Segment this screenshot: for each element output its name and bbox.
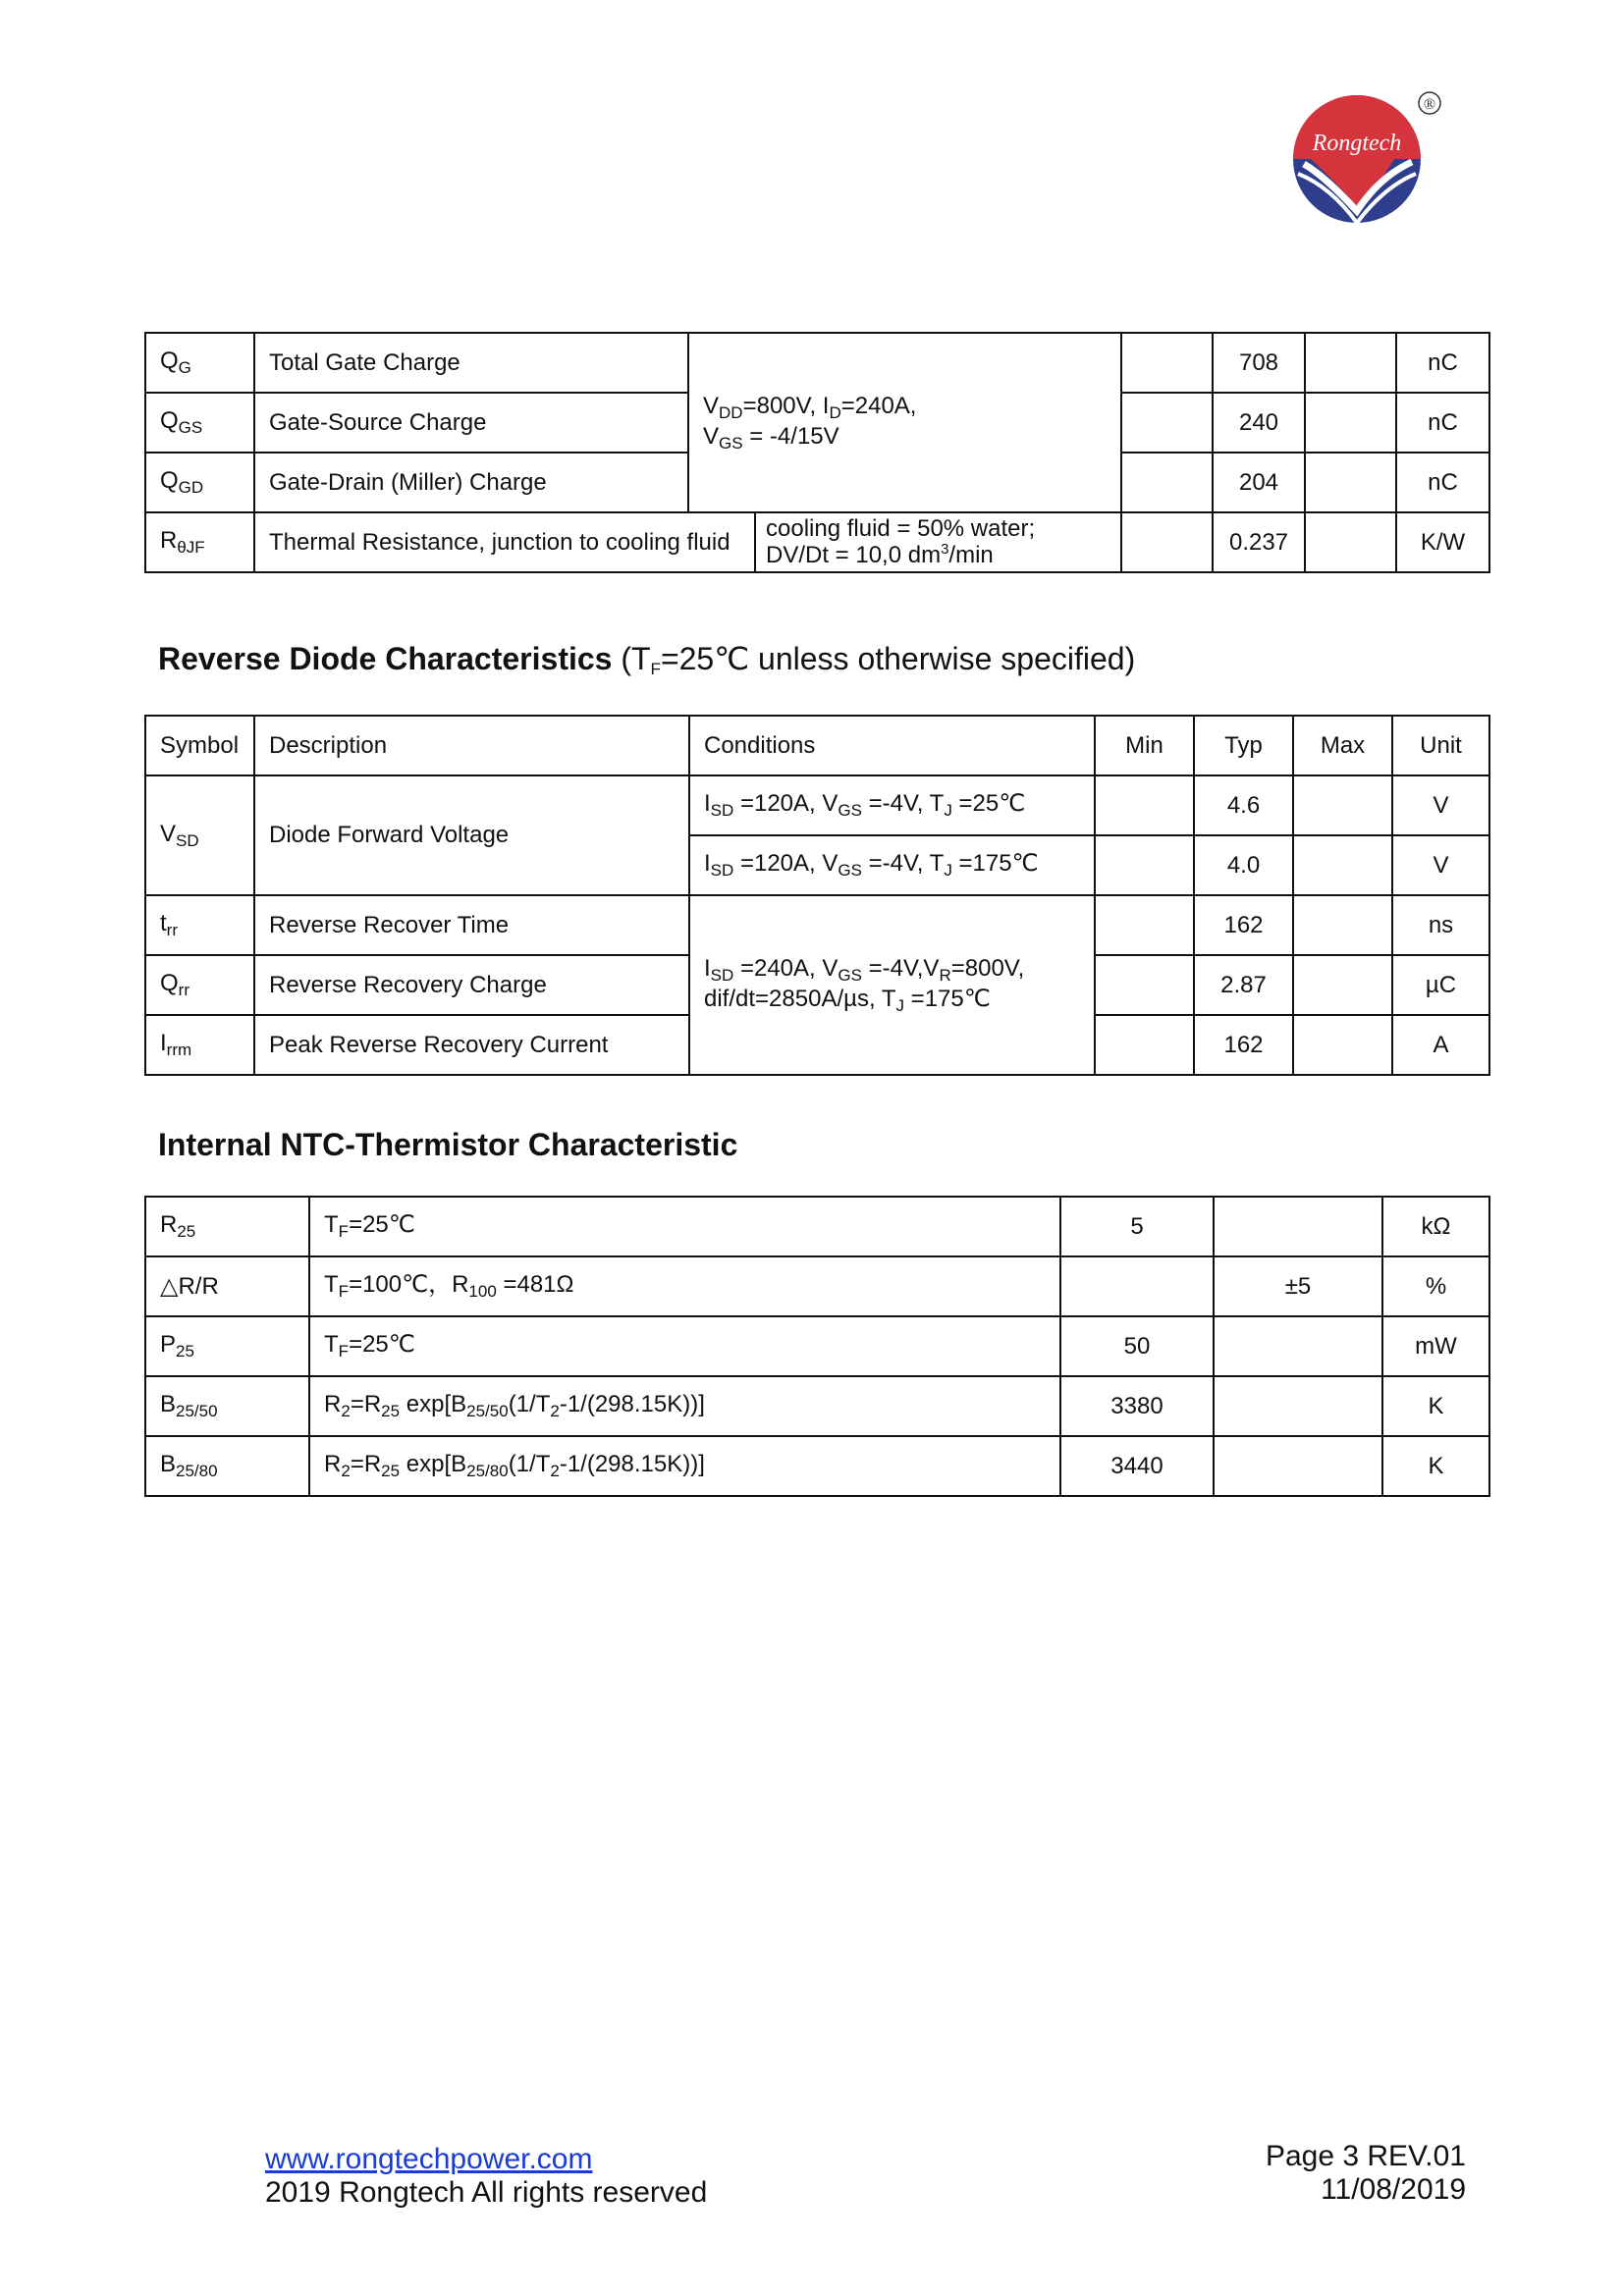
- conditions-cell: $I_{SD} =240A$, $V_{GS} =-4V,V_R=800V$, dif/dt=2850A/µs, $T_J$ =175℃: [689, 895, 1095, 1075]
- table-row: [145, 775, 1489, 835]
- header-description: Description: [254, 716, 689, 775]
- conditions-cell: $I_{SD} =120A$, $V_{GS} =-4V$, $T_J$ =175℃: [689, 835, 1095, 895]
- min-cell: [1121, 512, 1213, 572]
- conditions-cell: $I_{SD} =120A$, $V_{GS} =-4V$, $T_J$ =25℃: [689, 775, 1095, 835]
- header-unit: Unit: [1392, 716, 1489, 775]
- description-cell: Reverse Recovery Charge: [254, 955, 689, 1015]
- unit-cell: V: [1392, 835, 1489, 895]
- conditions-cell: $V_{DD}=800V$, $I_D=240A$, $V_{GS} = -4/15V$: [688, 333, 1121, 512]
- symbol-cell: $R_{25}$: [145, 1197, 309, 1256]
- conditions-cell: $T_F=25℃$: [309, 1316, 1060, 1376]
- page-number: Page 3 REV.01: [1265, 2140, 1466, 2172]
- min-cell: [1095, 895, 1194, 955]
- section-title-reverse-diode: Reverse Diode Characteristics ($T_F=25℃$ unless otherwise specified): [158, 641, 1136, 678]
- table-row: [145, 512, 1489, 572]
- table-row: [145, 333, 1489, 393]
- unit-cell: ns: [1392, 895, 1489, 955]
- unit-cell: A: [1392, 1015, 1489, 1075]
- reverse-diode-table: [144, 715, 1490, 1076]
- max-cell: [1293, 955, 1392, 1015]
- symbol-cell: $Q_{GS}$: [145, 393, 254, 453]
- unit-cell: K: [1382, 1376, 1489, 1436]
- unit-cell: nC: [1396, 453, 1489, 512]
- formula-cell: $R_2=R_{25}$ $\exp[B_{25/80}(1/T_2-1/(298.15K))]$: [309, 1436, 1060, 1496]
- header-conditions: Conditions: [689, 716, 1095, 775]
- symbol-cell: $B_{25/80}$: [145, 1436, 309, 1496]
- website-link[interactable]: www.rongtechpower.com: [265, 2143, 593, 2175]
- unit-cell: nC: [1396, 393, 1489, 453]
- ntc-thermistor-table: [144, 1196, 1490, 1497]
- description-cell: Gate-Source Charge: [254, 393, 688, 453]
- max-cell: [1293, 895, 1392, 955]
- min-cell: [1121, 453, 1213, 512]
- footer-right: [1266, 2140, 1466, 2207]
- min-cell: [1095, 1015, 1194, 1075]
- table-row: [145, 1197, 1489, 1256]
- unit-cell: kΩ: [1382, 1197, 1489, 1256]
- max-cell: [1293, 1015, 1392, 1075]
- header-min: Min: [1095, 716, 1194, 775]
- footer-left: [265, 2143, 707, 2210]
- unit-cell: µC: [1392, 955, 1489, 1015]
- symbol-cell: $P_{25}$: [145, 1316, 309, 1376]
- table-row: [145, 1376, 1489, 1436]
- description-cell: Gate-Drain (Miller) Charge: [254, 453, 688, 512]
- typ-cell: 708: [1213, 333, 1305, 393]
- typ-cell: 162: [1194, 895, 1293, 955]
- unit-cell: K: [1382, 1436, 1489, 1496]
- typ-cell: 4.0: [1194, 835, 1293, 895]
- symbol-cell: $I_{rrm}$: [145, 1015, 254, 1075]
- unit-cell: K/W: [1396, 512, 1489, 572]
- header-max: Max: [1293, 716, 1392, 775]
- description-cell: Thermal Resistance, junction to cooling fluid: [254, 512, 755, 572]
- header-typ: Typ: [1194, 716, 1293, 775]
- max-cell: [1305, 393, 1396, 453]
- typ-cell: 2.87: [1194, 955, 1293, 1015]
- typ-cell: 240: [1213, 393, 1305, 453]
- symbol-cell: $t_{rr}$: [145, 895, 254, 955]
- gate-charge-table: [144, 332, 1490, 573]
- table-row: [145, 895, 1489, 955]
- typ-cell: 4.6: [1194, 775, 1293, 835]
- copyright-text: 2019 Rongtech All rights reserved: [265, 2176, 708, 2209]
- table-header-row: [145, 716, 1489, 775]
- unit-cell: mW: [1382, 1316, 1489, 1376]
- min-cell: [1095, 775, 1194, 835]
- rongtech-logo: [1286, 83, 1443, 231]
- table-row: [145, 1436, 1489, 1496]
- tolerance-cell: [1214, 1316, 1382, 1376]
- description-cell: Diode Forward Voltage: [254, 775, 689, 895]
- symbol-cell: $B_{25/50}$: [145, 1376, 309, 1436]
- description-cell: Total Gate Charge: [254, 333, 688, 393]
- symbol-cell: $Q_G$: [145, 333, 254, 393]
- conditions-cell: $T_F=100℃$，$R_{100} =481\Omega$: [309, 1256, 1060, 1316]
- registered-mark: ®: [1423, 96, 1436, 113]
- table-row: [145, 1256, 1489, 1316]
- typ-cell: 162: [1194, 1015, 1293, 1075]
- tolerance-cell: ±5: [1214, 1256, 1382, 1316]
- min-cell: [1095, 835, 1194, 895]
- section-title-ntc: Internal NTC-Thermistor Characteristic: [158, 1127, 738, 1162]
- description-cell: Peak Reverse Recovery Current: [254, 1015, 689, 1075]
- unit-cell: nC: [1396, 333, 1489, 393]
- symbol-cell: $R_{\theta JF}$: [145, 512, 254, 572]
- conditions-cell: cooling fluid = 50% water; DV/Dt = 10,0 $dm^3/\min$: [755, 512, 1121, 572]
- max-cell: [1305, 512, 1396, 572]
- value-cell: 50: [1060, 1316, 1214, 1376]
- tolerance-cell: [1214, 1376, 1382, 1436]
- revision-date: 11/08/2019: [1321, 2173, 1466, 2206]
- unit-cell: %: [1382, 1256, 1489, 1316]
- unit-cell: V: [1392, 775, 1489, 835]
- typ-cell: 204: [1213, 453, 1305, 512]
- symbol-cell: △R/R: [145, 1256, 309, 1316]
- tolerance-cell: [1214, 1197, 1382, 1256]
- value-cell: 3380: [1060, 1376, 1214, 1436]
- max-cell: [1305, 453, 1396, 512]
- min-cell: [1121, 393, 1213, 453]
- max-cell: [1305, 333, 1396, 393]
- min-cell: [1095, 955, 1194, 1015]
- formula-cell: $R_2=R_{25}$ $\exp[B_{25/50}(1/T_2-1/(298.15K))]$: [309, 1376, 1060, 1436]
- max-cell: [1293, 835, 1392, 895]
- symbol-cell: $V_{SD}$: [145, 775, 254, 895]
- header-symbol: Symbol: [145, 716, 254, 775]
- value-cell: [1060, 1256, 1214, 1316]
- description-cell: Reverse Recover Time: [254, 895, 689, 955]
- symbol-cell: $Q_{GD}$: [145, 453, 254, 512]
- value-cell: 3440: [1060, 1436, 1214, 1496]
- min-cell: [1121, 333, 1213, 393]
- symbol-cell: $Q_{rr}$: [145, 955, 254, 1015]
- conditions-cell: $T_F=25℃$: [309, 1197, 1060, 1256]
- value-cell: 5: [1060, 1197, 1214, 1256]
- logo-brand-text: Rongtech: [1312, 131, 1402, 156]
- table-row: [145, 1316, 1489, 1376]
- max-cell: [1293, 775, 1392, 835]
- typ-cell: 0.237: [1213, 512, 1305, 572]
- tolerance-cell: [1214, 1436, 1382, 1496]
